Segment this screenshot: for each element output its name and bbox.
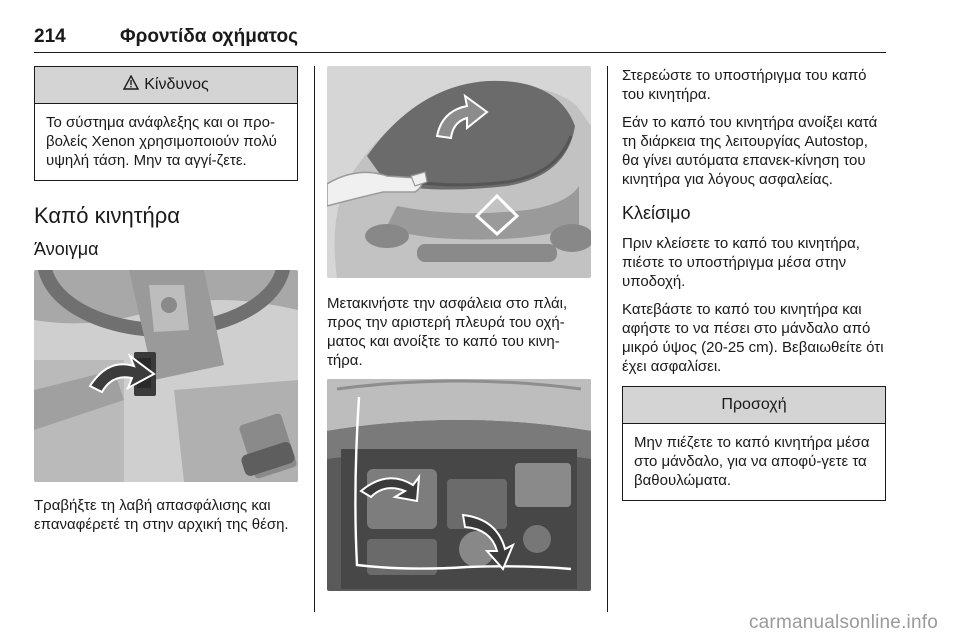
fix-support-instruction: Στερεώστε το υποστήριγμα του καπό του κινητήρα. <box>622 67 867 103</box>
watermark: carmanualsonline.info <box>748 612 938 633</box>
column-3 <box>622 66 886 501</box>
figure-caption-pull-handle: Τραβήξτε τη λαβή απασφάλισης και επαναφέρετέ τη στην αρχική της θέση. <box>34 497 289 533</box>
autostop-note: Εάν το καπό του κινητήρα ανοίξει κατά τη διάρκεια της λειτουργίας Autostop, θα γίνει αυτόματα επανεκ-κίνηση του κινητήρα για λόγους ασφαλείας. <box>622 114 878 188</box>
danger-box-header <box>35 67 297 104</box>
hood-prop-rod-figure <box>327 379 591 591</box>
press-support-instruction: Πριν κλείσετε το καπό του κινητήρα, πιέστε το υποστήριγμα μέσα στην υποδοχή. <box>622 235 860 290</box>
caution-text: Μην πιέζετε το καπό κινητήρα μέσα στο μάνδαλο, για να αποφύ-γετε τα βαθουλώματα. <box>634 434 870 489</box>
subsection-title-closing: Κλείσιμο <box>622 203 691 223</box>
danger-label: Κίνδυνος <box>144 76 209 93</box>
subsection-title-opening: Άνοιγμα <box>34 239 99 259</box>
hood-safety-catch-figure <box>327 66 591 278</box>
column-2 <box>327 66 591 591</box>
chapter-title: Φροντίδα οχήματος <box>120 26 298 47</box>
page-header <box>34 24 886 53</box>
caution-box <box>622 386 886 501</box>
warning-triangle-icon <box>123 75 139 95</box>
caution-box-header <box>623 387 885 424</box>
caution-label: Προσοχή <box>721 396 787 413</box>
danger-box <box>34 66 298 181</box>
hood-release-lever-figure <box>34 270 298 482</box>
page-number: 214 <box>34 26 66 47</box>
danger-text: Το σύστημα ανάφλεξης και οι προ-βολείς Xenon χρησιμοποιούν πολύ υψηλή τάση. Μην τα αγγί-ζετε. <box>46 114 277 169</box>
column-divider <box>314 66 315 612</box>
move-catch-instruction: Μετακινήστε την ασφάλεια στο πλάι, προς την αριστερή πλευρά του οχή-ματος και ανοίξτε το καπό του κινη-τήρα. <box>327 295 568 369</box>
column-divider <box>607 66 608 612</box>
lower-hood-instruction: Κατεβάστε το καπό του κινητήρα και αφήστε το να πέσει στο μάνδαλο από μικρό ύψος (20-25 cm). Βεβαιωθείτε ότι έχει ασφαλίσει. <box>622 301 884 375</box>
column-1 <box>34 66 298 543</box>
section-title: Καπό κινητήρα <box>34 203 180 228</box>
